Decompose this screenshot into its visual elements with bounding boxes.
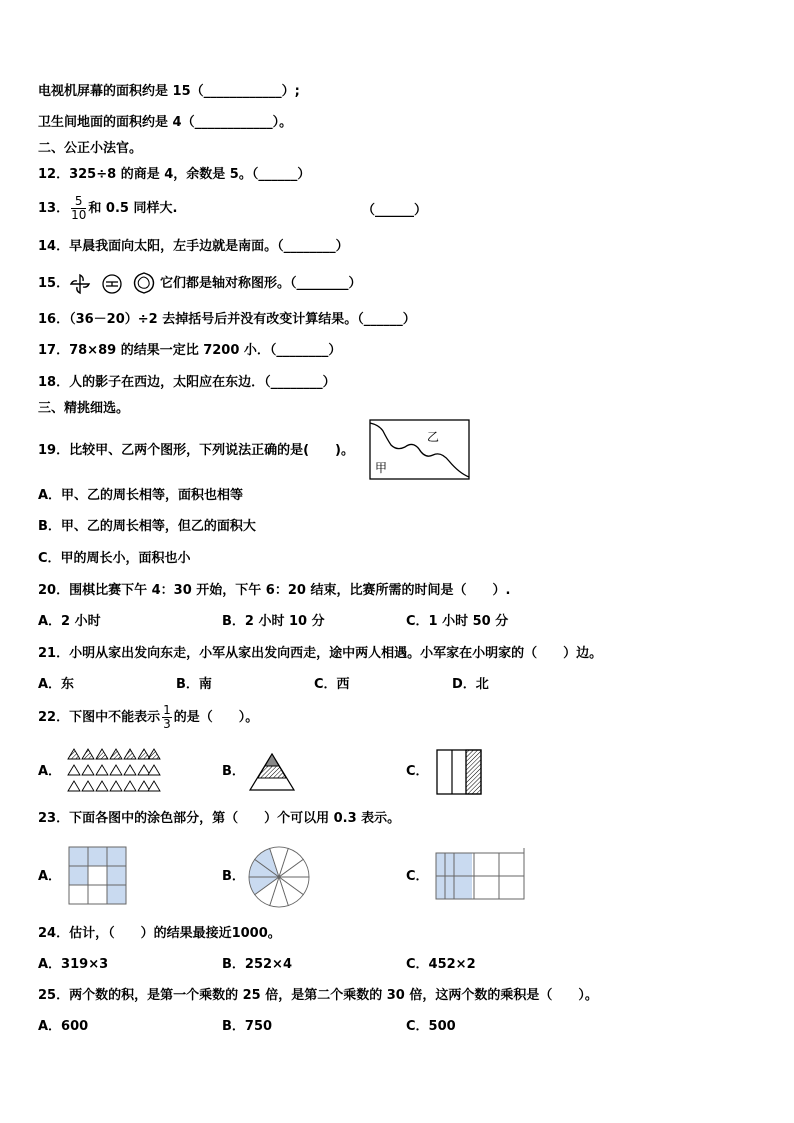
section-3-title: 三、精挑细选。 (38, 401, 130, 416)
question-22 (38, 701, 258, 735)
wavy-ring-icon (132, 271, 156, 295)
question-21-option-c[interactable]: C．西 (314, 677, 350, 692)
question-13-text: 和 0.5 同样大. (88, 201, 178, 216)
fraction-denominator: 10 (71, 208, 87, 222)
question-25-option-b[interactable]: B．750 (222, 1019, 273, 1034)
question-25-option-c[interactable]: C．500 (406, 1019, 456, 1034)
label-yi: 乙 (427, 430, 440, 444)
fraction-numerator: 5 (71, 195, 86, 209)
three-column-rect-figure (436, 749, 482, 795)
question-22-text-post: 的是（ ）。 (173, 710, 259, 725)
q19-region-figure (369, 419, 470, 480)
question-23-option-b[interactable]: B． (222, 869, 245, 884)
question-22-option-a[interactable]: A． (38, 764, 62, 779)
fraction-5-10 (71, 195, 86, 222)
question-16: 16．（36－20）÷2 去掉括号后并没有改变计算结果。（______） (38, 312, 416, 327)
question-23: 23．下面各图中的涂色部分，第（ ）个可以用 0.3 表示。 (38, 811, 401, 826)
circle-divided-10-figure (247, 845, 311, 909)
question-18: 18．人的影子在西边，太阳应在东边．（________） (38, 375, 336, 390)
pinwheel-icon (68, 272, 92, 296)
question-19-option-c[interactable]: C．甲的周长小，面积也小 (38, 551, 191, 566)
question-20: 20．围棋比赛下午 4：30 开始，下午 6：20 结束，比赛所需的时间是（ ）. (38, 583, 511, 598)
question-toilet-area: 卫生间地面的面积约是 4（____________）。 (38, 115, 293, 130)
question-19-option-a[interactable]: A．甲、乙的周长相等，面积也相等 (38, 488, 244, 503)
question-25: 25．两个数的积，是第一个乘数的 25 倍，是第二个乘数的 30 倍，这两个数的乘积是（ ）。 (38, 988, 598, 1003)
question-13-number: 13． (38, 201, 70, 216)
question-21-option-a[interactable]: A．东 (38, 677, 75, 692)
question-21: 21．小明从家出发向东走，小军从家出发向西走，途中两人相遇。小军家在小明家的（ ）边。 (38, 646, 603, 661)
question-22-option-b[interactable]: B． (222, 764, 245, 779)
question-22-option-c[interactable]: C． (406, 764, 429, 779)
question-25-option-a[interactable]: A．600 (38, 1019, 89, 1034)
fraction-1-3 (162, 704, 172, 731)
layered-triangle-figure (248, 752, 296, 792)
question-15-text: 它们都是轴对称图形。（________） (160, 276, 362, 291)
question-20-option-b[interactable]: B．2 小时 10 分 (222, 614, 325, 629)
question-21-option-b[interactable]: B．南 (176, 677, 212, 692)
question-tv-area: 电视机屏幕的面积约是 15（____________）; (38, 84, 300, 99)
question-19-option-b[interactable]: B．甲、乙的周长相等，但乙的面积大 (38, 519, 256, 534)
label-jia: 甲 (375, 461, 388, 475)
question-22-text-pre: 22．下图中不能表示 (38, 710, 161, 725)
question-17: 17．78×89 的结果一定比 7200 小．（________） (38, 343, 342, 358)
question-13 (38, 192, 177, 226)
bar-divided-figure (435, 848, 527, 902)
question-24-option-c[interactable]: C．452×2 (406, 957, 476, 972)
question-20-option-a[interactable]: A．2 小时 (38, 614, 101, 629)
question-24: 24．估计，（ ）的结果最接近1000。 (38, 926, 281, 941)
question-19: 19．比较甲、乙两个图形，下列说法正确的是( )。 (38, 443, 354, 458)
question-23-option-a[interactable]: A． (38, 869, 62, 884)
question-24-option-a[interactable]: A．319×3 (38, 957, 109, 972)
question-23-option-c[interactable]: C． (406, 869, 429, 884)
grid-3x3-figure (68, 846, 128, 906)
question-14: 14．早晨我面向太阳，左手边就是南面。（________） (38, 239, 349, 254)
question-13-answer-paren: （______） (362, 203, 428, 218)
question-20-option-c[interactable]: C．1 小时 50 分 (406, 614, 509, 629)
circle-with-lines-icon (101, 273, 123, 295)
question-15-number: 15． (38, 276, 70, 291)
question-21-option-d[interactable]: D．北 (452, 677, 489, 692)
fraction-numerator: 1 (163, 703, 171, 717)
question-12: 12．325÷8 的商是 4，余数是 5。（______） (38, 167, 311, 182)
question-24-option-b[interactable]: B．252×4 (222, 957, 292, 972)
section-2-title: 二、公正小法官。 (38, 141, 143, 156)
triangles-grid-figure (66, 747, 162, 797)
fraction-denominator: 3 (163, 717, 171, 731)
